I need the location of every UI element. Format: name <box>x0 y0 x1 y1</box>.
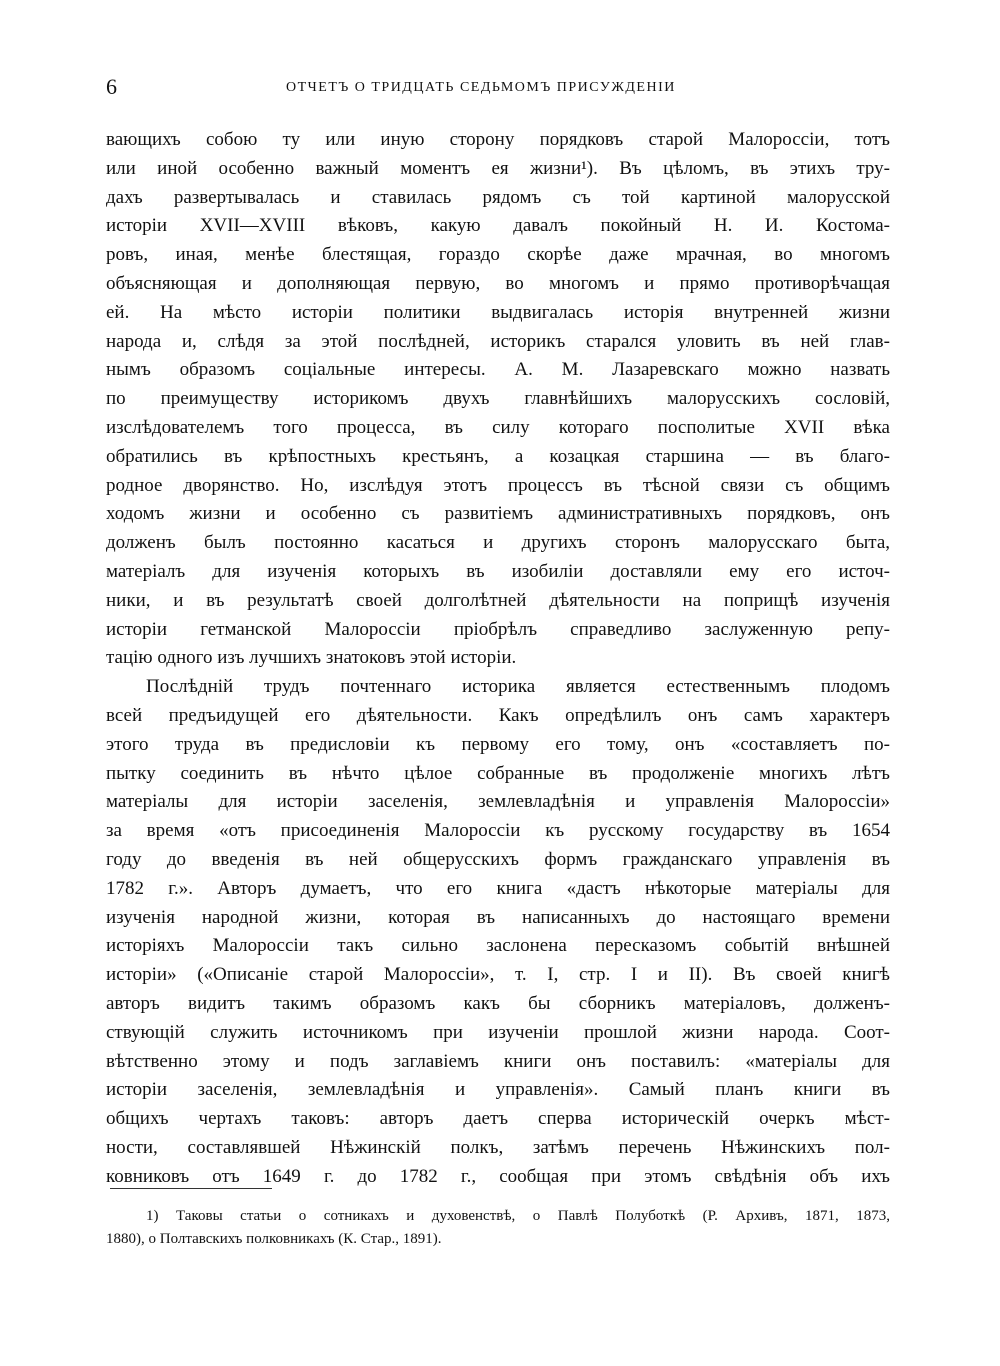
main-text <box>106 126 890 1191</box>
page-number: 6 <box>106 74 117 99</box>
paragraph-2 <box>106 673 890 1191</box>
text-line: 1782 г.». Авторъ думаетъ, что его книга «дастъ нѣкоторые матеріалы для <box>106 877 890 899</box>
text-line: матеріалъ для изученія которыхъ въ изобиліи доставляли ему его источ- <box>106 560 890 582</box>
footnote <box>106 1205 890 1251</box>
footnote-line: 1) Таковы статьи о сотникахъ и духовенствѣ, о Павлѣ Полуботкѣ (Р. Архивъ, 1871, 1873, <box>146 1208 890 1224</box>
text-line: исторіи» («Описаніе старой Малороссіи», т. I, стр. I и II). Въ своей книгѣ <box>106 964 890 986</box>
text-line: ности, составлявшей Нѣжинскій полкъ, затѣмъ перечень Нѣжинскихъ пол- <box>106 1136 890 1158</box>
text-line: долженъ былъ постоянно касаться и другихъ сторонъ малорусскаго быта, <box>106 532 890 554</box>
paragraph-1 <box>106 126 890 673</box>
text-line: объясняющая и дополняющая первую, во многомъ и прямо противорѣчащая <box>106 272 890 294</box>
text-line: дахъ развертывалась и ставилась рядомъ съ той картиной малорусской <box>106 186 890 208</box>
text-line: году до введенія въ ней общерусскихъ формъ гражданскаго управленія въ <box>106 848 890 870</box>
text-line: авторъ видитъ такимъ образомъ какъ бы сборникъ матеріаловъ, долженъ- <box>106 992 890 1014</box>
text-line: изученія народной жизни, которая въ написанныхъ до настоящаго времени <box>106 906 890 928</box>
text-line: ей. На мѣсто исторіи политики выдвигалась исторія внутренней жизни <box>106 301 890 323</box>
text-line: изслѣдователемъ того процесса, въ силу котораго посполитые XVII вѣка <box>106 416 890 438</box>
text-line: ходомъ жизни и особенно съ развитіемъ административныхъ порядковъ, онъ <box>106 503 890 525</box>
text-line: общихъ чертахъ таковъ: авторъ даетъ сперва историческій очеркъ мѣст- <box>106 1108 890 1130</box>
footnote-divider <box>110 1188 272 1189</box>
text-line: ники, и въ результатѣ своей долголѣтней дѣятельности на поприщѣ изученія <box>106 589 890 611</box>
text-line: исторіи XVII—XVIII вѣковъ, какую давалъ покойный Н. И. Костома- <box>106 215 890 237</box>
footnote-line: 1880), о Полтавскихъ полковникахъ (К. Стар., 1891). <box>106 1231 442 1247</box>
text-line: матеріалы для исторіи заселенія, землевладѣнія и управленія Малороссіи» <box>106 791 890 813</box>
text-line: родное дворянство. Но, изслѣдуя этотъ процессъ въ тѣсной связи съ общимъ <box>106 474 890 496</box>
text-line: ровъ, иная, менѣе блестящая, гораздо скорѣе даже мрачная, во многомъ <box>106 244 890 266</box>
text-line: народа и, слѣдя за этой послѣдней, историкъ старался уловить въ ней глав- <box>106 330 890 352</box>
text-line: за время «отъ присоединенія Малороссіи къ русскому государству въ 1654 <box>106 820 890 842</box>
text-line: всей предъидущей его дѣятельности. Какъ опредѣлилъ онъ самъ характеръ <box>106 704 890 726</box>
text-line: или иной особенно важный моментъ ея жизни¹). Въ цѣломъ, въ этихъ тру- <box>106 157 890 179</box>
text-line: ковниковъ отъ 1649 г. до 1782 г., сообщая при этомъ свѣдѣнія объ ихъ <box>106 1165 890 1187</box>
text-line: вѣтственно этому и подъ заглавіемъ книги онъ поставилъ: «матеріалы для <box>106 1050 890 1072</box>
running-head: ОТЧЕТЪ О ТРИДЦАТЬ СЕДЬМОМЪ ПРИСУЖДЕНІИ <box>286 80 676 95</box>
text-line: тацію одного изъ лучшихъ знатоковъ этой исторіи. <box>106 647 517 669</box>
text-line: обратились въ крѣпостныхъ крестьянъ, а козацкая старшина — въ благо- <box>106 445 890 467</box>
text-line: ствующій служить источникомъ при изученіи прошлой жизни народа. Соот- <box>106 1021 890 1043</box>
text-line: Послѣдній трудъ почтеннаго историка является естественнымъ плодомъ <box>146 676 890 698</box>
text-line: пытку соединить въ нѣчто цѣлое собранные въ продолженіе многихъ лѣтъ <box>106 762 890 784</box>
text-line: исторіи заселенія, землевладѣнія и управленія». Самый планъ книги въ <box>106 1079 890 1101</box>
text-line: нымъ образомъ соціальные интересы. А. М. Лазаревскаго можно назвать <box>106 359 890 381</box>
text-line: вающихъ собою ту или иную сторону порядковъ старой Малороссіи, тотъ <box>106 129 890 150</box>
text-line: по преимуществу историкомъ двухъ главнѣйшихъ малорусскихъ сословій, <box>106 388 890 410</box>
text-line: этого труда въ предисловіи къ первому его тому, онъ «составляетъ по- <box>106 733 890 755</box>
text-line: исторіи гетманской Малороссіи пріобрѣлъ справедливо заслуженную репу- <box>106 618 890 640</box>
text-line: исторіяхъ Малороссіи такъ сильно заслонена пересказомъ событій внѣшней <box>106 935 890 957</box>
